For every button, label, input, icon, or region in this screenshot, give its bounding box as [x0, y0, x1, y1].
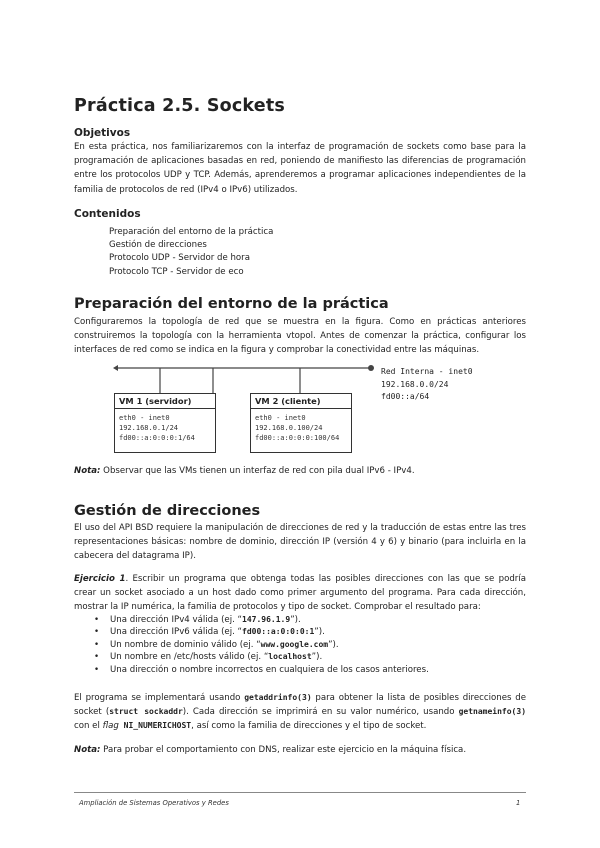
vm1-ipv6: fd00::a:0:0:0:1/64 — [119, 434, 195, 442]
list-item: Protocolo TCP - Servidor de eco — [109, 266, 244, 277]
list-item: Protocolo UDP - Servidor de hora — [109, 253, 250, 264]
footer-course: Ampliación de Sistemas Operativos y Redes — [79, 799, 229, 807]
vm2-title: VM 2 (cliente) — [251, 394, 351, 409]
list-item: Gestión de direcciones — [109, 240, 207, 251]
network-ipv6: fd00::a/64 — [381, 392, 430, 401]
vm1-title: VM 1 (servidor) — [115, 394, 215, 409]
vm1-ipv4: 192.168.0.1/24 — [119, 424, 179, 432]
network-label — [381, 366, 473, 404]
footer-divider — [74, 792, 526, 793]
nota2-paragraph — [74, 743, 526, 757]
vm1-iface: eth0 - inet0 — [119, 414, 170, 422]
network-ipv4: 192.168.0.0/24 — [381, 379, 449, 389]
list-item: • Un nombre en /etc/hosts válido (ej. “localhost”). — [94, 651, 429, 663]
ni-numerichost-code: NI_NUMERICHOST — [118, 721, 192, 731]
preparacion-text: Configuraremos la topología de red que se muestra en la figura. Como en prácticas anteriores construiremos la topología con la herramienta vtopol. Antes de comenzar la práctica, configurar los interfaces de red como se indica en la figura y comprobar la conectividad entre las máquinas. — [74, 317, 526, 356]
contenidos-heading: Contenidos — [74, 208, 141, 220]
nota-label: Nota: — [74, 466, 101, 476]
getnameinfo-code: getnameinfo(3) — [458, 707, 527, 717]
list-item: • Una dirección IPv6 válida (ej. “fd00::a:0:0:0:1”). — [94, 626, 429, 638]
ejercicio-label: Ejercicio 1 — [74, 574, 126, 584]
list-item: • Una dirección o nombre incorrectos en cualquiera de los casos anteriores. — [94, 664, 429, 676]
test-cases-list — [94, 614, 429, 676]
nota2-text: Para probar el comportamiento con DNS, realizar este ejercicio en la máquina física. — [100, 745, 467, 755]
nota2-label: Nota: — [74, 745, 101, 755]
vm2-ipv4: 192.168.0.100/24 — [255, 424, 323, 432]
sockaddr-code: struct sockaddr — [109, 707, 183, 717]
programa-paragraph: El programa se implementará usando getaddrinfo(3) para obtener la lista de posibles direcciones de socket (struct sockaddr). Cada dirección se imprimirá en su valor numérico, usando getnameinfo(3) con el flag NI_NUMERICHOST, así como la familia de direcciones y el tipo de socket. — [74, 693, 527, 732]
list-item: • Una dirección IPv4 válida (ej. “147.96.1.9”). — [94, 614, 429, 626]
ejercicio-text: . Escribir un programa que obtenga todas las posibles direcciones con las que se podría crear un socket asociado a un host dado como primer argumento del programa. Para cada dirección, mostrar la IP numérica, la familia de protocolos y tipo de socket. Comprobar el resultado para: — [74, 574, 526, 613]
vm2-ipv6: fd00::a:0:0:0:100/64 — [255, 434, 340, 442]
list-item: • Un nombre de dominio válido (ej. “www.google.com”). — [94, 639, 429, 651]
objetivos-text: En esta práctica, nos familiarizaremos con la interfaz de programación de sockets como base para la programación de aplicaciones basadas en red, poniendo de manifiesto las diferencias de programación entre los protocolos UDP y TCP. Además, aprenderemos a programar aplicaciones independientes de la familia de protocolos de red (IPv4 o IPv6) utilizados. — [74, 142, 526, 195]
gestion-intro: El uso del API BSD requiere la manipulación de direcciones de red y la traducción de estas entre las tres representaciones básicas: nombre de dominio, dirección IP (versión 4 y 6) y binario (para incluirla en la cabecera del datagrama IP). — [74, 523, 526, 562]
network-name: Red Interna - inet0 — [381, 367, 473, 376]
vm2-iface: eth0 - inet0 — [255, 414, 306, 422]
footer-page-number: 1 — [516, 799, 521, 807]
gestion-heading: Gestión de direcciones — [74, 503, 261, 519]
page-title: Práctica 2.5. Sockets — [74, 96, 286, 116]
nota-paragraph — [74, 464, 526, 478]
ejercicio-paragraph — [74, 572, 526, 615]
getaddrinfo-code: getaddrinfo(3) — [244, 693, 312, 702]
nota-text: Observar que las VMs tienen un interfaz de red con pila dual IPv6 - IPv4. — [100, 466, 415, 476]
preparacion-heading: Preparación del entorno de la práctica — [74, 296, 389, 312]
objetivos-heading: Objetivos — [74, 127, 131, 139]
list-item: Preparación del entorno de la práctica — [109, 227, 274, 237]
